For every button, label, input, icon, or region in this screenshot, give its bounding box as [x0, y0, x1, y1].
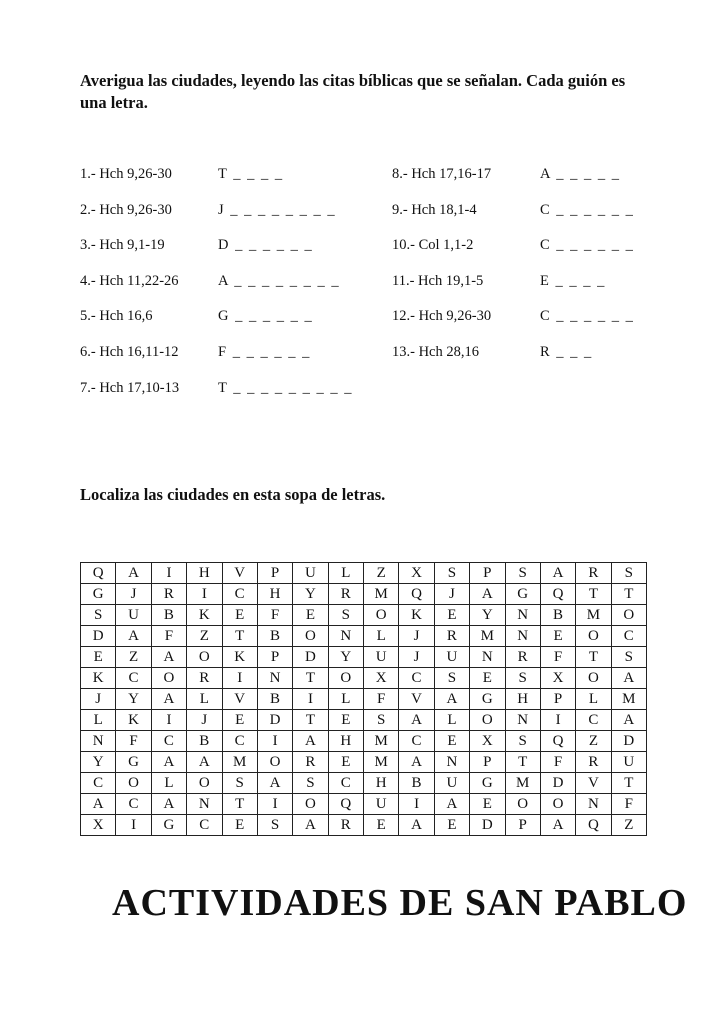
grid-row — [81, 689, 647, 710]
grid-cell[interactable]: E — [328, 752, 363, 773]
grid-cell[interactable]: G — [151, 815, 186, 836]
grid-cell[interactable]: A — [399, 710, 434, 731]
grid-cell[interactable]: Y — [293, 584, 328, 605]
grid-cell[interactable]: T — [611, 773, 646, 794]
grid-cell[interactable]: L — [328, 689, 363, 710]
grid-cell[interactable]: N — [576, 794, 611, 815]
grid-cell[interactable]: I — [151, 563, 186, 584]
grid-cell[interactable]: Q — [81, 563, 116, 584]
grid-cell[interactable]: A — [399, 815, 434, 836]
word-search-grid — [80, 562, 647, 836]
grid-cell[interactable]: G — [470, 689, 505, 710]
grid-cell[interactable]: Z — [576, 731, 611, 752]
grid-cell[interactable]: I — [399, 794, 434, 815]
grid-cell[interactable]: U — [434, 647, 469, 668]
grid-cell[interactable]: S — [257, 815, 292, 836]
grid-cell[interactable]: P — [470, 752, 505, 773]
grid-cell[interactable]: A — [434, 689, 469, 710]
grid-cell[interactable]: T — [611, 584, 646, 605]
grid-cell[interactable]: O — [576, 626, 611, 647]
grid-cell[interactable]: E — [328, 710, 363, 731]
exercise-reference: 6.- Hch 16,11-12 — [80, 344, 179, 360]
grid-cell[interactable]: G — [116, 752, 151, 773]
grid-cell[interactable]: A — [81, 794, 116, 815]
grid-cell[interactable]: A — [470, 584, 505, 605]
grid-row — [81, 626, 647, 647]
grid-cell[interactable]: L — [151, 773, 186, 794]
grid-cell[interactable]: N — [328, 626, 363, 647]
grid-cell[interactable]: R — [187, 668, 222, 689]
grid-cell[interactable]: S — [505, 731, 540, 752]
grid-cell[interactable]: I — [116, 815, 151, 836]
grid-cell[interactable]: H — [328, 731, 363, 752]
grid-cell[interactable]: O — [293, 626, 328, 647]
grid-cell[interactable]: R — [576, 563, 611, 584]
grid-cell[interactable]: U — [434, 773, 469, 794]
grid-cell[interactable]: X — [470, 731, 505, 752]
grid-cell[interactable]: S — [293, 773, 328, 794]
instructions-cities: Averigua las ciudades, leyendo las citas bíblicas que se señalan. Cada guión es una letra. — [80, 71, 626, 112]
grid-cell[interactable]: F — [364, 689, 399, 710]
grid-cell[interactable]: M — [576, 605, 611, 626]
grid-cell[interactable]: N — [257, 668, 292, 689]
grid-cell[interactable]: E — [434, 605, 469, 626]
grid-cell[interactable]: B — [399, 773, 434, 794]
grid-cell[interactable]: J — [434, 584, 469, 605]
exercise-answer-blanks: R _ _ _ — [540, 344, 593, 360]
grid-row — [81, 563, 647, 584]
grid-cell[interactable]: R — [576, 752, 611, 773]
grid-cell[interactable]: I — [151, 710, 186, 731]
grid-cell[interactable]: L — [364, 626, 399, 647]
grid-cell[interactable]: C — [328, 773, 363, 794]
grid-cell[interactable]: R — [328, 815, 363, 836]
grid-cell[interactable]: Y — [116, 689, 151, 710]
grid-cell[interactable]: A — [399, 752, 434, 773]
grid-cell[interactable]: P — [470, 563, 505, 584]
grid-cell[interactable]: H — [364, 773, 399, 794]
exercise-answer-blanks: C _ _ _ _ _ _ — [540, 202, 635, 218]
grid-cell[interactable]: A — [116, 626, 151, 647]
grid-cell[interactable]: V — [222, 563, 257, 584]
grid-cell[interactable]: T — [293, 668, 328, 689]
grid-cell[interactable]: K — [222, 647, 257, 668]
grid-cell[interactable]: R — [328, 584, 363, 605]
grid-cell[interactable]: A — [293, 815, 328, 836]
grid-cell[interactable]: R — [505, 647, 540, 668]
grid-cell[interactable]: Z — [116, 647, 151, 668]
exercise-answer-blanks: A _ _ _ _ _ _ _ _ — [218, 273, 341, 289]
grid-cell[interactable]: D — [470, 815, 505, 836]
grid-cell[interactable]: U — [611, 752, 646, 773]
grid-cell[interactable]: E — [81, 647, 116, 668]
exercise-reference: 9.- Hch 18,1-4 — [392, 202, 477, 218]
grid-cell[interactable]: N — [81, 731, 116, 752]
grid-cell[interactable]: C — [611, 626, 646, 647]
grid-cell[interactable]: F — [540, 752, 575, 773]
grid-cell[interactable]: N — [505, 605, 540, 626]
grid-cell[interactable]: G — [505, 584, 540, 605]
grid-cell[interactable]: A — [611, 710, 646, 731]
grid-row — [81, 752, 647, 773]
grid-cell[interactable]: A — [151, 752, 186, 773]
grid-cell[interactable]: M — [222, 752, 257, 773]
grid-cell[interactable]: E — [540, 626, 575, 647]
grid-cell[interactable]: J — [187, 710, 222, 731]
grid-cell[interactable]: H — [257, 584, 292, 605]
grid-row — [81, 773, 647, 794]
exercise-answer-blanks: C _ _ _ _ _ _ — [540, 237, 635, 253]
grid-cell[interactable]: I — [540, 710, 575, 731]
grid-cell[interactable]: L — [434, 710, 469, 731]
grid-cell[interactable]: O — [116, 773, 151, 794]
grid-cell[interactable]: X — [399, 563, 434, 584]
exercise-reference: 4.- Hch 11,22-26 — [80, 273, 179, 289]
grid-cell[interactable]: A — [187, 752, 222, 773]
grid-cell[interactable]: E — [470, 794, 505, 815]
grid-cell[interactable]: X — [81, 815, 116, 836]
grid-cell[interactable]: S — [434, 563, 469, 584]
grid-cell[interactable]: C — [116, 668, 151, 689]
grid-cell[interactable]: S — [505, 563, 540, 584]
grid-cell[interactable]: C — [187, 815, 222, 836]
exercise-reference: 10.- Col 1,1-2 — [392, 237, 474, 253]
grid-row — [81, 731, 647, 752]
grid-cell[interactable]: T — [576, 647, 611, 668]
grid-cell[interactable]: C — [222, 731, 257, 752]
grid-cell[interactable]: E — [222, 815, 257, 836]
grid-cell[interactable]: R — [293, 752, 328, 773]
grid-cell[interactable]: K — [399, 605, 434, 626]
grid-cell[interactable]: N — [505, 710, 540, 731]
grid-cell[interactable]: A — [540, 815, 575, 836]
exercise-reference: 11.- Hch 19,1-5 — [392, 273, 484, 289]
grid-cell[interactable]: K — [81, 668, 116, 689]
grid-row — [81, 794, 647, 815]
grid-row — [81, 815, 647, 836]
grid-row — [81, 647, 647, 668]
grid-cell[interactable]: N — [187, 794, 222, 815]
grid-cell[interactable]: J — [81, 689, 116, 710]
grid-cell[interactable]: Q — [328, 794, 363, 815]
grid-cell[interactable]: O — [611, 605, 646, 626]
exercise-answer-blanks: G _ _ _ _ _ _ — [218, 308, 314, 324]
exercise-reference: 1.- Hch 9,26-30 — [80, 166, 172, 182]
exercise-answer-blanks: T _ _ _ _ — [218, 166, 284, 182]
grid-cell[interactable]: O — [187, 773, 222, 794]
grid-cell[interactable]: D — [293, 647, 328, 668]
grid-cell[interactable]: A — [611, 668, 646, 689]
grid-cell[interactable]: O — [540, 794, 575, 815]
grid-row — [81, 584, 647, 605]
grid-cell[interactable]: Y — [328, 647, 363, 668]
grid-cell[interactable]: B — [257, 626, 292, 647]
grid-cell[interactable]: Q — [576, 815, 611, 836]
grid-cell[interactable]: P — [257, 563, 292, 584]
grid-cell[interactable]: M — [611, 689, 646, 710]
grid-cell[interactable]: B — [151, 605, 186, 626]
grid-cell[interactable]: V — [399, 689, 434, 710]
exercise-reference: 8.- Hch 17,16-17 — [392, 166, 492, 182]
grid-cell[interactable]: G — [470, 773, 505, 794]
grid-cell[interactable]: P — [257, 647, 292, 668]
grid-cell[interactable]: I — [187, 584, 222, 605]
grid-cell[interactable]: A — [434, 794, 469, 815]
grid-cell[interactable]: N — [470, 647, 505, 668]
exercise-answer-blanks: C _ _ _ _ _ _ — [540, 308, 635, 324]
grid-cell[interactable]: A — [151, 647, 186, 668]
grid-cell[interactable]: O — [364, 605, 399, 626]
grid-cell[interactable]: J — [116, 584, 151, 605]
instructions-word-search: Localiza las ciudades en esta sopa de letras. — [80, 485, 386, 504]
grid-cell[interactable]: A — [151, 794, 186, 815]
grid-cell[interactable]: T — [576, 584, 611, 605]
grid-cell[interactable]: M — [364, 584, 399, 605]
exercise-answer-blanks: D _ _ _ _ _ _ — [218, 237, 314, 253]
grid-cell[interactable]: C — [399, 731, 434, 752]
grid-cell[interactable]: F — [257, 605, 292, 626]
grid-cell[interactable]: Z — [364, 563, 399, 584]
grid-cell[interactable]: D — [540, 773, 575, 794]
exercise-answer-blanks: A _ _ _ _ _ — [540, 166, 621, 182]
grid-cell[interactable]: O — [187, 647, 222, 668]
grid-cell[interactable]: M — [470, 626, 505, 647]
grid-cell[interactable]: Y — [470, 605, 505, 626]
grid-cell[interactable]: S — [222, 773, 257, 794]
page-title: ACTIVIDADES DE SAN PABLO — [112, 882, 688, 924]
grid-cell[interactable]: E — [470, 668, 505, 689]
grid-cell[interactable]: U — [364, 794, 399, 815]
grid-cell[interactable]: Z — [611, 815, 646, 836]
grid-cell[interactable]: L — [328, 563, 363, 584]
grid-cell[interactable]: I — [293, 689, 328, 710]
exercise-answer-blanks: J _ _ _ _ _ _ _ _ — [218, 202, 337, 218]
grid-cell[interactable]: T — [222, 626, 257, 647]
grid-cell[interactable]: D — [81, 626, 116, 647]
grid-cell[interactable]: E — [293, 605, 328, 626]
grid-cell[interactable]: S — [328, 605, 363, 626]
grid-cell[interactable]: C — [222, 584, 257, 605]
grid-cell[interactable]: D — [257, 710, 292, 731]
grid-cell[interactable]: A — [293, 731, 328, 752]
grid-cell[interactable]: S — [434, 668, 469, 689]
exercise-answer-blanks: F _ _ _ _ _ _ — [218, 344, 311, 360]
grid-cell[interactable]: T — [222, 794, 257, 815]
exercise-reference: 13.- Hch 28,16 — [392, 344, 479, 360]
grid-cell[interactable]: Y — [81, 752, 116, 773]
exercise-reference: 2.- Hch 9,26-30 — [80, 202, 172, 218]
grid-cell[interactable]: X — [364, 668, 399, 689]
grid-cell[interactable]: J — [399, 647, 434, 668]
grid-cell[interactable]: B — [257, 689, 292, 710]
grid-cell[interactable]: C — [116, 794, 151, 815]
grid-cell[interactable]: A — [116, 563, 151, 584]
grid-cell[interactable]: I — [257, 794, 292, 815]
grid-cell[interactable]: C — [151, 731, 186, 752]
grid-cell[interactable]: Q — [540, 584, 575, 605]
grid-cell[interactable]: C — [81, 773, 116, 794]
grid-cell[interactable]: U — [116, 605, 151, 626]
grid-cell[interactable]: O — [328, 668, 363, 689]
grid-cell[interactable]: B — [187, 731, 222, 752]
grid-cell[interactable]: M — [364, 731, 399, 752]
grid-cell[interactable]: A — [257, 773, 292, 794]
grid-cell[interactable]: T — [293, 710, 328, 731]
grid-cell[interactable]: O — [151, 668, 186, 689]
grid-cell[interactable]: H — [505, 689, 540, 710]
grid-cell[interactable]: B — [540, 605, 575, 626]
grid-cell[interactable]: D — [611, 731, 646, 752]
grid-cell[interactable]: O — [257, 752, 292, 773]
grid-cell[interactable]: M — [364, 752, 399, 773]
grid-cell[interactable]: S — [611, 563, 646, 584]
grid-cell[interactable]: L — [187, 689, 222, 710]
grid-cell[interactable]: L — [576, 689, 611, 710]
grid-cell[interactable]: O — [470, 710, 505, 731]
grid-cell[interactable]: E — [222, 710, 257, 731]
grid-cell[interactable]: R — [151, 584, 186, 605]
grid-cell[interactable]: F — [116, 731, 151, 752]
grid-cell[interactable]: M — [505, 773, 540, 794]
grid-cell[interactable]: I — [222, 668, 257, 689]
grid-cell[interactable]: S — [505, 668, 540, 689]
grid-cell[interactable]: C — [576, 710, 611, 731]
grid-cell[interactable]: Z — [187, 626, 222, 647]
grid-cell[interactable]: P — [505, 815, 540, 836]
grid-cell[interactable]: R — [434, 626, 469, 647]
grid-row — [81, 605, 647, 626]
grid-cell[interactable]: L — [81, 710, 116, 731]
grid-cell[interactable]: S — [611, 647, 646, 668]
grid-cell[interactable]: U — [293, 563, 328, 584]
grid-cell[interactable]: S — [364, 710, 399, 731]
exercise-reference: 12.- Hch 9,26-30 — [392, 308, 492, 324]
grid-cell[interactable]: E — [434, 731, 469, 752]
grid-cell[interactable]: H — [187, 563, 222, 584]
exercise-answer-blanks: T _ _ _ _ _ _ _ _ _ — [218, 380, 353, 396]
grid-cell[interactable]: X — [540, 668, 575, 689]
grid-cell[interactable]: Q — [540, 731, 575, 752]
exercise-reference: 5.- Hch 16,6 — [80, 308, 153, 324]
grid-cell[interactable]: E — [434, 815, 469, 836]
grid-row — [81, 710, 647, 731]
exercise-reference: 3.- Hch 9,1-19 — [80, 237, 165, 253]
exercise-reference: 7.- Hch 17,10-13 — [80, 380, 180, 396]
grid-cell[interactable]: O — [293, 794, 328, 815]
grid-cell[interactable]: V — [222, 689, 257, 710]
grid-cell[interactable]: E — [364, 815, 399, 836]
grid-cell[interactable]: E — [222, 605, 257, 626]
grid-cell[interactable]: I — [257, 731, 292, 752]
grid-cell[interactable]: F — [540, 647, 575, 668]
grid-cell[interactable]: Q — [399, 584, 434, 605]
grid-cell[interactable]: U — [364, 647, 399, 668]
grid-cell[interactable]: F — [151, 626, 186, 647]
grid-cell[interactable]: V — [576, 773, 611, 794]
grid-cell[interactable]: N — [434, 752, 469, 773]
grid-row — [81, 668, 647, 689]
grid-cell[interactable]: J — [399, 626, 434, 647]
grid-cell[interactable]: O — [576, 668, 611, 689]
grid-cell[interactable]: S — [81, 605, 116, 626]
grid-cell[interactable]: N — [505, 626, 540, 647]
grid-cell[interactable]: K — [116, 710, 151, 731]
grid-cell[interactable]: C — [399, 668, 434, 689]
grid-cell[interactable]: T — [505, 752, 540, 773]
exercise-answer-blanks: E _ _ _ _ — [540, 273, 606, 289]
grid-cell[interactable]: P — [540, 689, 575, 710]
grid-cell[interactable]: F — [611, 794, 646, 815]
grid-cell[interactable]: G — [81, 584, 116, 605]
grid-cell[interactable]: K — [187, 605, 222, 626]
grid-cell[interactable]: A — [151, 689, 186, 710]
grid-cell[interactable]: A — [540, 563, 575, 584]
grid-cell[interactable]: O — [505, 794, 540, 815]
